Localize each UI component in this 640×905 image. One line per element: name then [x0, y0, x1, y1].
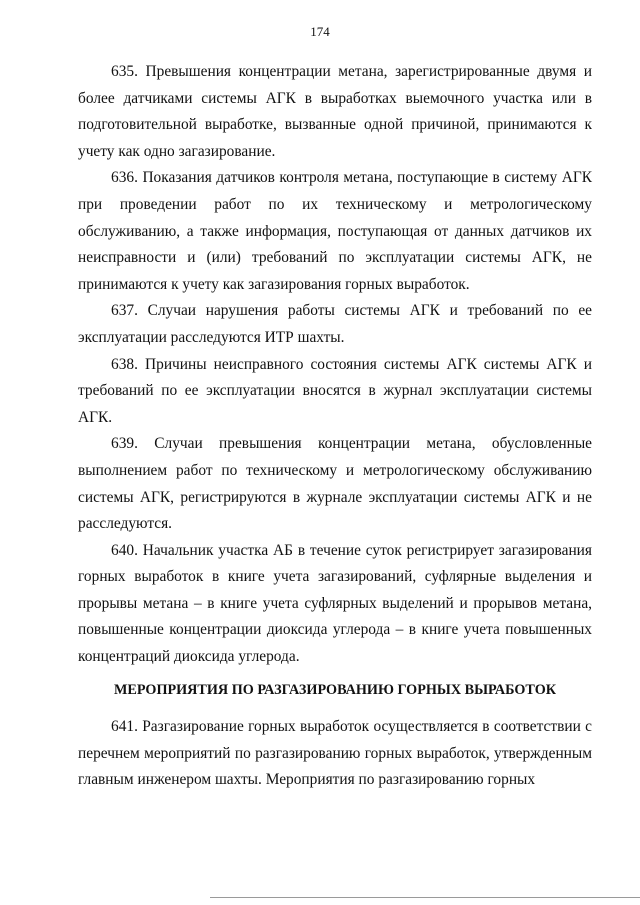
- paragraph-635: 635. Превышения концентрации метана, зарегистрированные двумя и более датчиками системы АГК в выработках выемочного участка или в подготовительной выработке, вызванные одной причиной, принимаются к учету как одно загазирование.: [78, 63, 592, 160]
- page-number: 174: [310, 24, 330, 39]
- paragraph-638: 638. Причины неисправного состояния системы АГК системы АГК и требований по ее эксплуатации вносятся в журнал эксплуатации системы АГК.: [78, 355, 592, 426]
- paragraph-636: 636. Показания датчиков контроля метана, поступающие в систему АГК при проведении работ по их техническому и метрологическому обслуживанию, а также информация, поступающая от данных датчиков их неисправности и (или) требований по эксплуатации системы АГК, не принимаются к учету как загазирования горных выработок.: [78, 169, 592, 293]
- paragraph-637: 637. Случаи нарушения работы системы АГК и требований по ее эксплуатации расследуются ИТР шахты.: [78, 302, 592, 346]
- body-text-lower: [78, 714, 592, 794]
- body-text-upper: [78, 59, 592, 671]
- scan-edge-line: [210, 897, 640, 898]
- paragraph-640: 640. Начальник участка АБ в течение суток регистрирует загазирования горных выработок в книге учета загазирований, суфлярные выделения и прорывы метана – в книге учета суфлярных выделений и прорывов метана, повышенные концентрации диоксида углерода – в книге учета повышенных концентраций диоксида углерода.: [78, 541, 592, 666]
- section-heading: МЕРОПРИЯТИЯ ПО РАЗГАЗИРОВАНИЮ ГОРНЫХ ВЫРАБОТОК: [113, 682, 557, 698]
- paragraph-641: 641. Разгазирование горных выработок осуществляется в соответствии с перечнем мероприятий по разгазированию горных выработок, утвержденным главным инженером шахты. Мероприятия по разгазированию горных: [78, 718, 592, 789]
- paragraph-639: 639. Случаи превышения концентрации метана, обусловленные выполнением работ по техническому и метрологическому обслуживанию системы АГК, регистрируются в журнале эксплуатации системы АГК и не расследуются.: [78, 435, 592, 533]
